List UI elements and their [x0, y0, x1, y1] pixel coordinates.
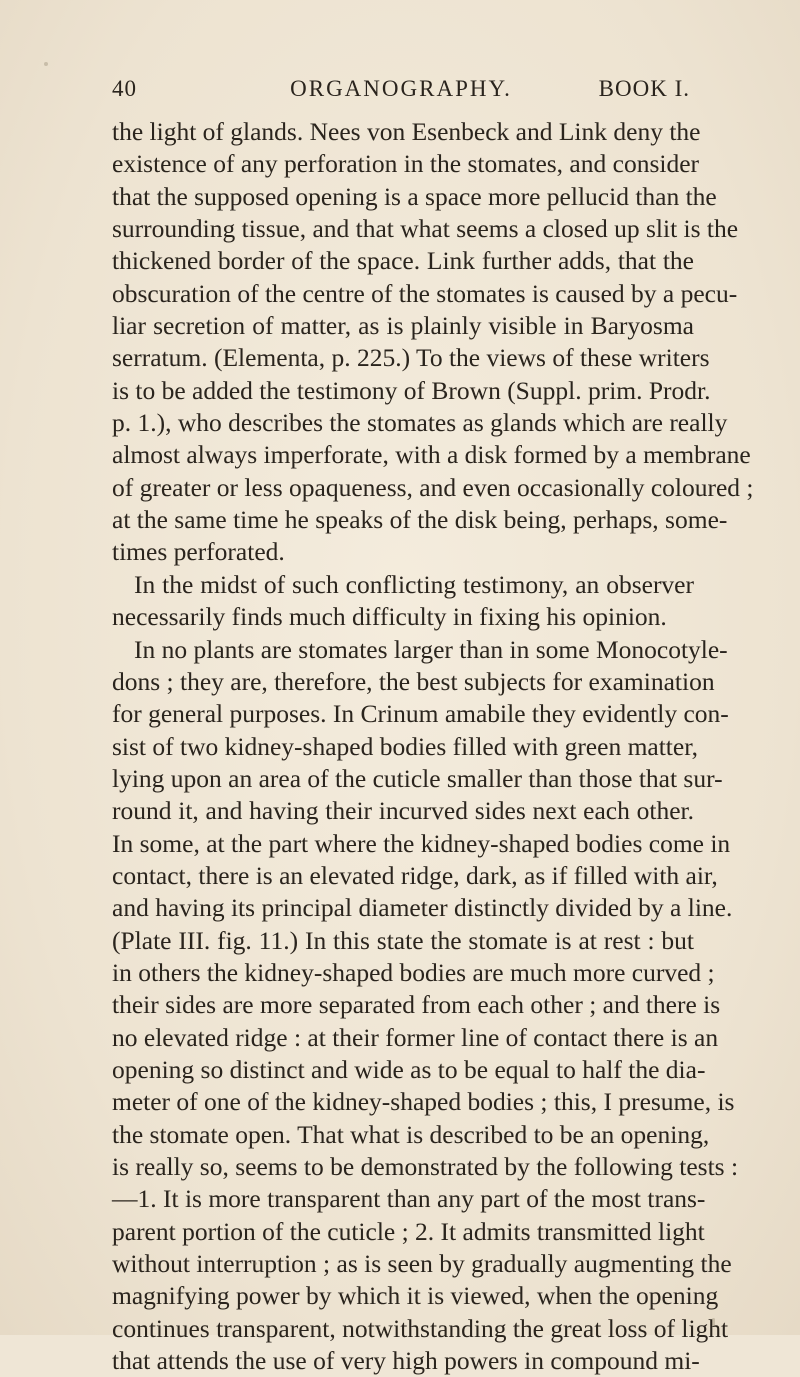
text-line: In the midst of such conflicting testimony, an observer [134, 569, 694, 599]
text-line: in others the kidney-shaped bodies are much more curved ; [112, 957, 715, 987]
text-line: lying upon an area of the cuticle smaller than those that sur- [112, 763, 723, 793]
text-line: obscuration of the centre of the stomates is caused by a pecu- [112, 278, 738, 308]
paper-speck [712, 1318, 715, 1326]
page-number: 40 [112, 76, 137, 101]
body-text [112, 116, 754, 1377]
text-line: magnifying power by which it is viewed, when the opening [112, 1281, 719, 1311]
text-line: thickened border of the space. Link further adds, that the [112, 246, 694, 276]
text-line: of greater or less opaqueness, and even occasionally coloured ; [112, 472, 754, 502]
text-line: serratum. (Elementa, p. 225.) To the views of these writers [112, 343, 710, 373]
text-line: dons ; they are, therefore, the best subjects for examination [112, 666, 715, 696]
text-line: and having its principal diameter distinctly divided by a line. [112, 893, 733, 923]
text-line: sist of two kidney-shaped bodies filled with green matter, [112, 731, 699, 761]
running-head-book: BOOK I. [598, 76, 690, 101]
text-line: for general purposes. In Crinum amabile they evidently con- [112, 699, 729, 729]
text-line: no elevated ridge : at their former line of contact there is an [112, 1022, 719, 1052]
text-line: necessarily finds much difficulty in fixing his opinion. [112, 602, 667, 632]
text-line: liar secretion of matter, as is plainly visible in Baryosma [112, 311, 694, 341]
text-line: their sides are more separated from each other ; and there is [112, 990, 721, 1020]
text-line: that attends the use of very high powers in compound mi- [112, 1346, 700, 1376]
running-head [112, 76, 690, 106]
text-line: round it, and having their incurved sides next each other. [112, 796, 694, 826]
text-line: In some, at the part where the kidney-shaped bodies come in [112, 828, 731, 858]
text-line: meter of one of the kidney-shaped bodies ; this, I presume, is [112, 1087, 735, 1117]
text-line: at the same time he speaks of the disk being, perhaps, some- [112, 505, 728, 535]
running-head-title: ORGANOGRAPHY. [290, 76, 512, 101]
text-line: (Plate III. fig. 11.) In this state the stomate is at rest : but [112, 925, 694, 955]
text-line: p. 1.), who describes the stomates as glands which are really [112, 408, 728, 438]
text-line: is to be added the testimony of Brown (Suppl. prim. Prodr. [112, 375, 711, 405]
paper-speck [254, 1262, 257, 1265]
text-line: that the supposed opening is a space more pellucid than the [112, 181, 717, 211]
text-line: contact, there is an elevated ridge, dark, as if filled with air, [112, 860, 718, 890]
text-line: existence of any perforation in the stomates, and consider [112, 149, 700, 179]
text-line: parent portion of the cuticle ; 2. It admits transmitted light [112, 1216, 705, 1246]
text-line: the light of glands. Nees von Esenbeck and Link deny the [112, 117, 701, 146]
text-line: times perforated. [112, 537, 285, 567]
text-line: the stomate open. That what is described to be an opening, [112, 1119, 710, 1149]
text-line: almost always imperforate, with a disk formed by a membrane [112, 440, 751, 470]
text-line: is really so, seems to be demonstrated by the following tests : [112, 1152, 739, 1181]
text-line: —1. It is more transparent than any part of the most trans- [112, 1184, 706, 1214]
paper-speck [44, 62, 48, 66]
text-line: In no plants are stomates larger than in some Monocotyle- [134, 634, 728, 664]
text-line: opening so distinct and wide as to be equal to half the dia- [112, 1054, 706, 1084]
text-line: surrounding tissue, and that what seems a closed up slit is the [112, 214, 739, 244]
text-line: continues transparent, notwithstanding the great loss of light [112, 1313, 729, 1343]
text-line: without interruption ; as is seen by gradually augmenting the [112, 1249, 732, 1279]
